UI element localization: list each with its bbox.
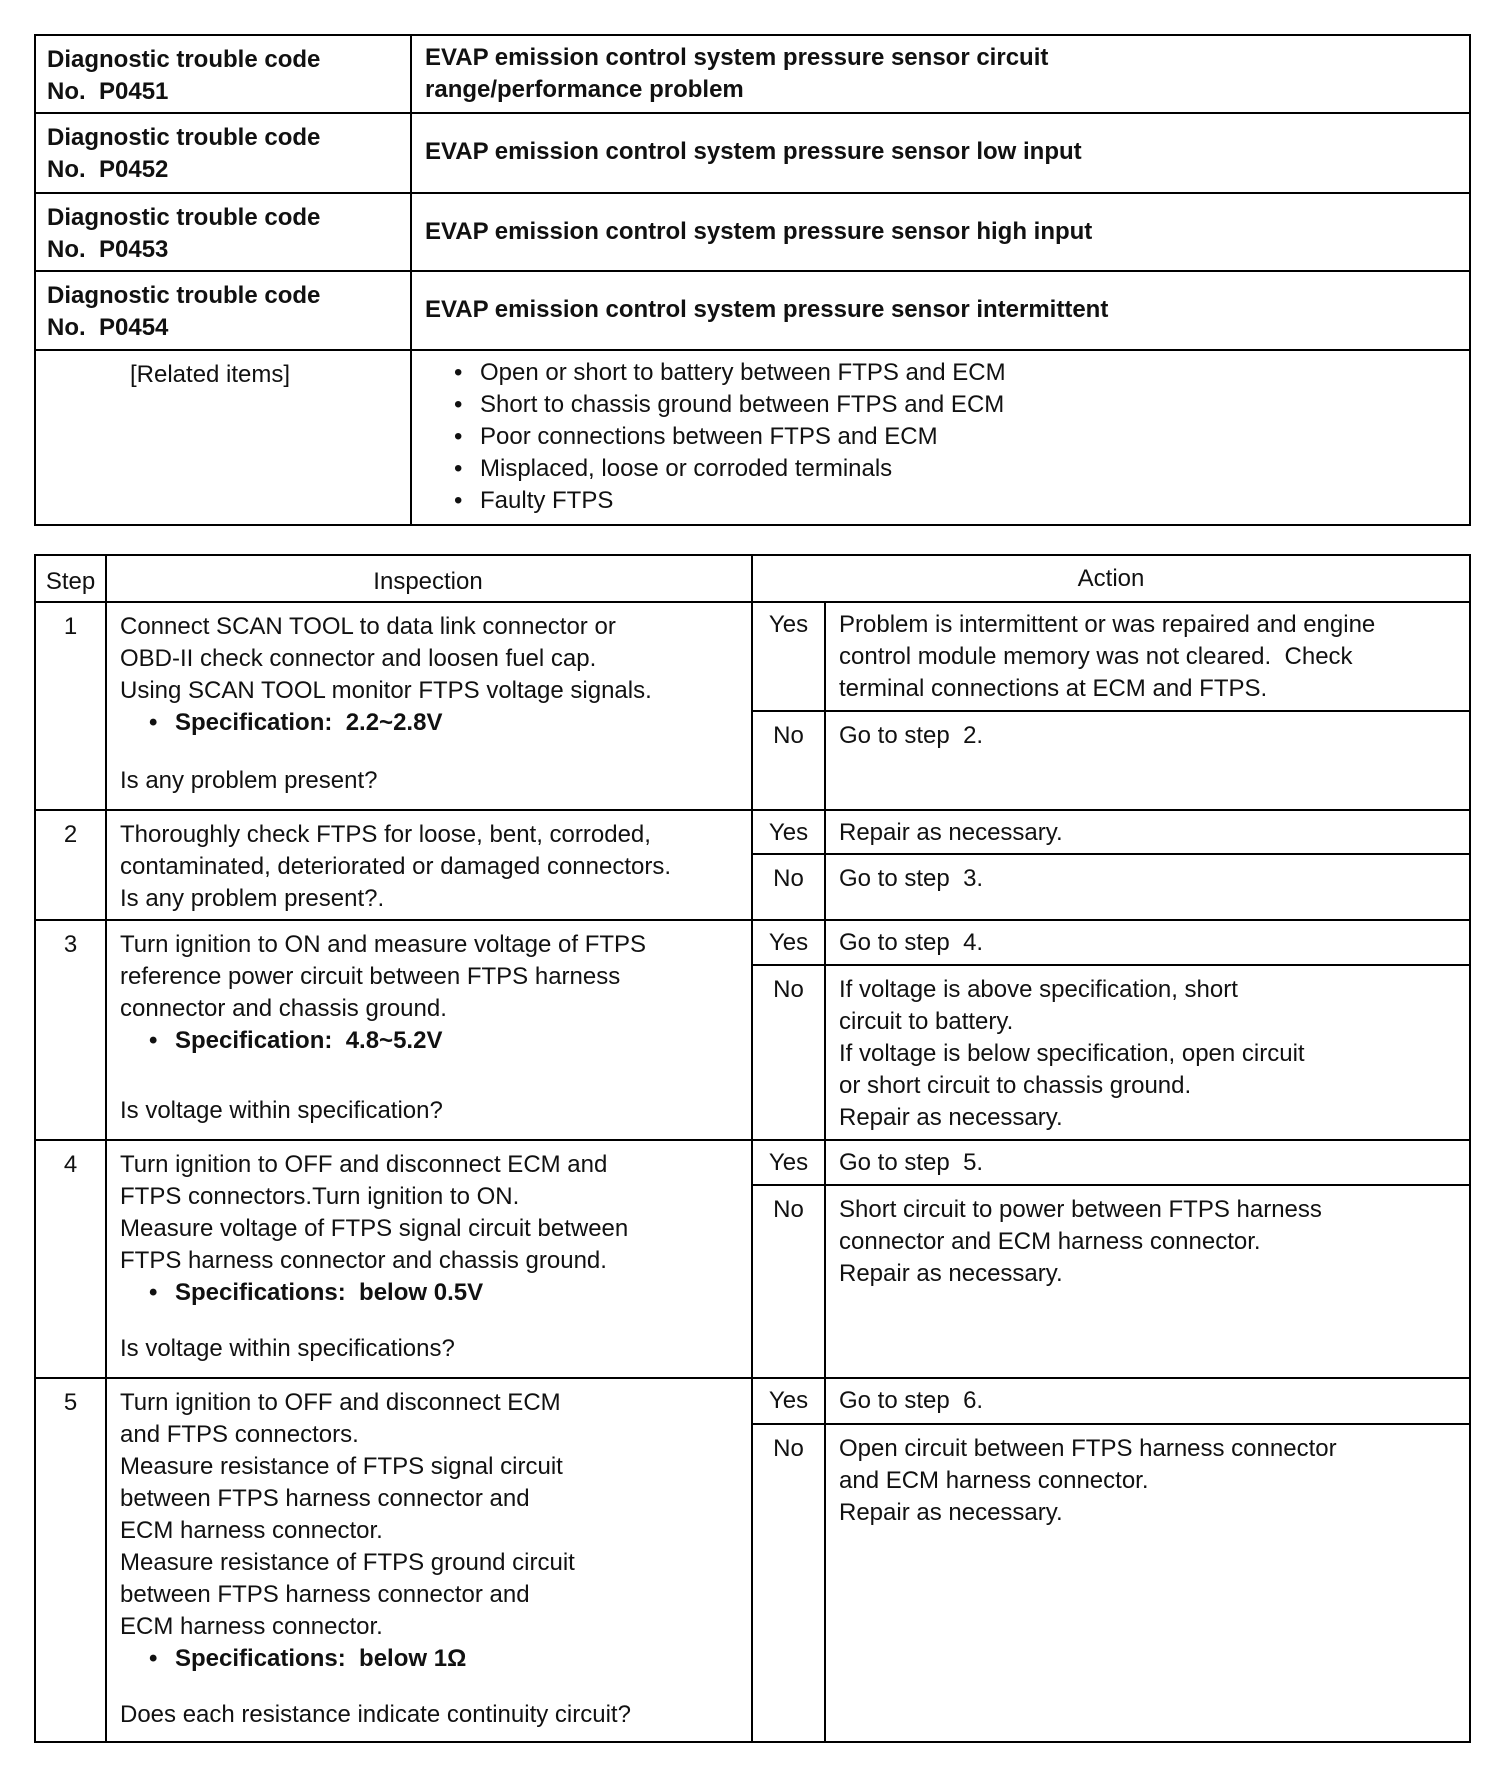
dtc-label: Diagnostic trouble code xyxy=(47,124,321,151)
no-action: Short circuit to power between FTPS harness connector and ECM harness connector. Repair as necessary. xyxy=(839,1196,1322,1287)
column-divider xyxy=(824,601,826,1743)
yes-action: Go to step 4. xyxy=(839,929,984,956)
step-number: 2 xyxy=(63,821,78,848)
yes-action: Go to step 5. xyxy=(839,1149,984,1176)
yes-label: Yes xyxy=(768,929,809,956)
inspection-text: Connect SCAN TOOL to data link connector or OBD-II check connector and loosen fuel cap. Using SCAN TOOL monitor FTPS voltage signals. xyxy=(120,613,652,704)
no-label: No xyxy=(773,1435,804,1462)
inspection-text: Turn ignition to ON and measure voltage of FTPS reference power circuit between FTPS harness connector and chassis ground. xyxy=(120,931,647,1022)
no-action: Open circuit between FTPS harness connector and ECM harness connector. Repair as necessary. xyxy=(839,1435,1337,1526)
yes-label: Yes xyxy=(768,819,809,846)
row-divider xyxy=(34,270,1471,272)
specification: • Specifications: below 1Ω xyxy=(175,1643,466,1675)
yes-label: Yes xyxy=(768,1387,809,1414)
step-number: 5 xyxy=(63,1389,78,1416)
step-number: 4 xyxy=(63,1151,78,1178)
inspection-text: Turn ignition to OFF and disconnect ECM and FTPS connectors. Measure resistance of FTPS signal circuit between FTPS harness connector and ECM harness connector. Measure resistance of FTPS ground circuit between FTPS harness connector and ECM harness connector. xyxy=(120,1389,575,1640)
question-text: Is any problem present? xyxy=(120,767,378,794)
no-action: Go to step 3. xyxy=(839,865,984,892)
dtc-number: No. P0451 xyxy=(47,78,169,105)
no-label: No xyxy=(773,1196,804,1223)
yes-no-divider xyxy=(751,853,1471,855)
yes-action: Repair as necessary. xyxy=(839,819,1063,846)
yes-no-divider xyxy=(751,1423,1471,1425)
related-item: • Misplaced, loose or corroded terminals xyxy=(480,453,892,485)
no-label: No xyxy=(773,976,804,1003)
specification: • Specifications: below 0.5V xyxy=(175,1277,483,1309)
no-action: If voltage is above specification, short circuit to battery. If voltage is below specification, open circuit or short circuit to chassis ground. Repair as necessary. xyxy=(839,976,1305,1131)
yes-label: Yes xyxy=(768,611,809,638)
yes-no-divider xyxy=(751,1184,1471,1186)
question-text: Is voltage within specifications? xyxy=(120,1335,455,1362)
step-divider xyxy=(34,919,1471,921)
related-item: • Poor connections between FTPS and ECM xyxy=(480,421,938,453)
dtc-label: Diagnostic trouble code xyxy=(47,46,321,73)
yes-label: Yes xyxy=(768,1149,809,1176)
related-item: • Open or short to battery between FTPS and ECM xyxy=(480,357,1006,389)
dtc-description: EVAP emission control system pressure sensor high input xyxy=(425,218,1093,245)
dtc-label: Diagnostic trouble code xyxy=(47,204,321,231)
dtc-label: Diagnostic trouble code xyxy=(47,282,321,309)
header-action: Action xyxy=(1077,565,1145,592)
no-label: No xyxy=(773,722,804,749)
header-divider xyxy=(34,601,1471,603)
yes-action: Problem is intermittent or was repaired and engine control module memory was not cleared. Check terminal connections at ECM and FTPS. xyxy=(839,611,1376,702)
yes-no-divider xyxy=(751,710,1471,712)
step-number: 1 xyxy=(63,613,78,640)
inspection-text: Thoroughly check FTPS for loose, bent, corroded, contaminated, deteriorated or damaged connectors. Is any problem present?. xyxy=(120,821,672,912)
yes-action: Go to step 6. xyxy=(839,1387,984,1414)
step-number: 3 xyxy=(63,931,78,958)
yes-no-divider xyxy=(751,964,1471,966)
question-text: Is voltage within specification? xyxy=(120,1097,443,1124)
dtc-number: No. P0452 xyxy=(47,156,169,183)
header-inspection: Inspection xyxy=(373,568,483,595)
related-item: • Short to chassis ground between FTPS and ECM xyxy=(480,389,1004,421)
dtc-description: EVAP emission control system pressure sensor intermittent xyxy=(425,296,1109,323)
column-divider xyxy=(105,554,107,1743)
dtc-description: EVAP emission control system pressure sensor circuit range/performance problem xyxy=(425,44,1049,103)
dtc-number: No. P0453 xyxy=(47,236,169,263)
row-divider xyxy=(34,349,1471,351)
question-text: Does each resistance indicate continuity circuit? xyxy=(120,1701,631,1728)
row-divider xyxy=(34,112,1471,114)
related-items-label: [Related items] xyxy=(130,361,291,388)
dtc-description: EVAP emission control system pressure sensor low input xyxy=(425,138,1082,165)
dtc-number: No. P0454 xyxy=(47,314,169,341)
step-divider xyxy=(34,809,1471,811)
inspection-text: Turn ignition to OFF and disconnect ECM and FTPS connectors.Turn ignition to ON. Measure voltage of FTPS signal circuit between FTPS harness connector and chassis ground. xyxy=(120,1151,629,1274)
row-divider xyxy=(34,192,1471,194)
column-divider xyxy=(410,34,412,526)
step-divider xyxy=(34,1377,1471,1379)
header-step: Step xyxy=(45,568,96,595)
no-action: Go to step 2. xyxy=(839,722,984,749)
specification: • Specification: 2.2~2.8V xyxy=(175,707,442,739)
specification: • Specification: 4.8~5.2V xyxy=(175,1025,442,1057)
no-label: No xyxy=(773,865,804,892)
related-item: • Faulty FTPS xyxy=(480,485,613,517)
step-divider xyxy=(34,1139,1471,1141)
